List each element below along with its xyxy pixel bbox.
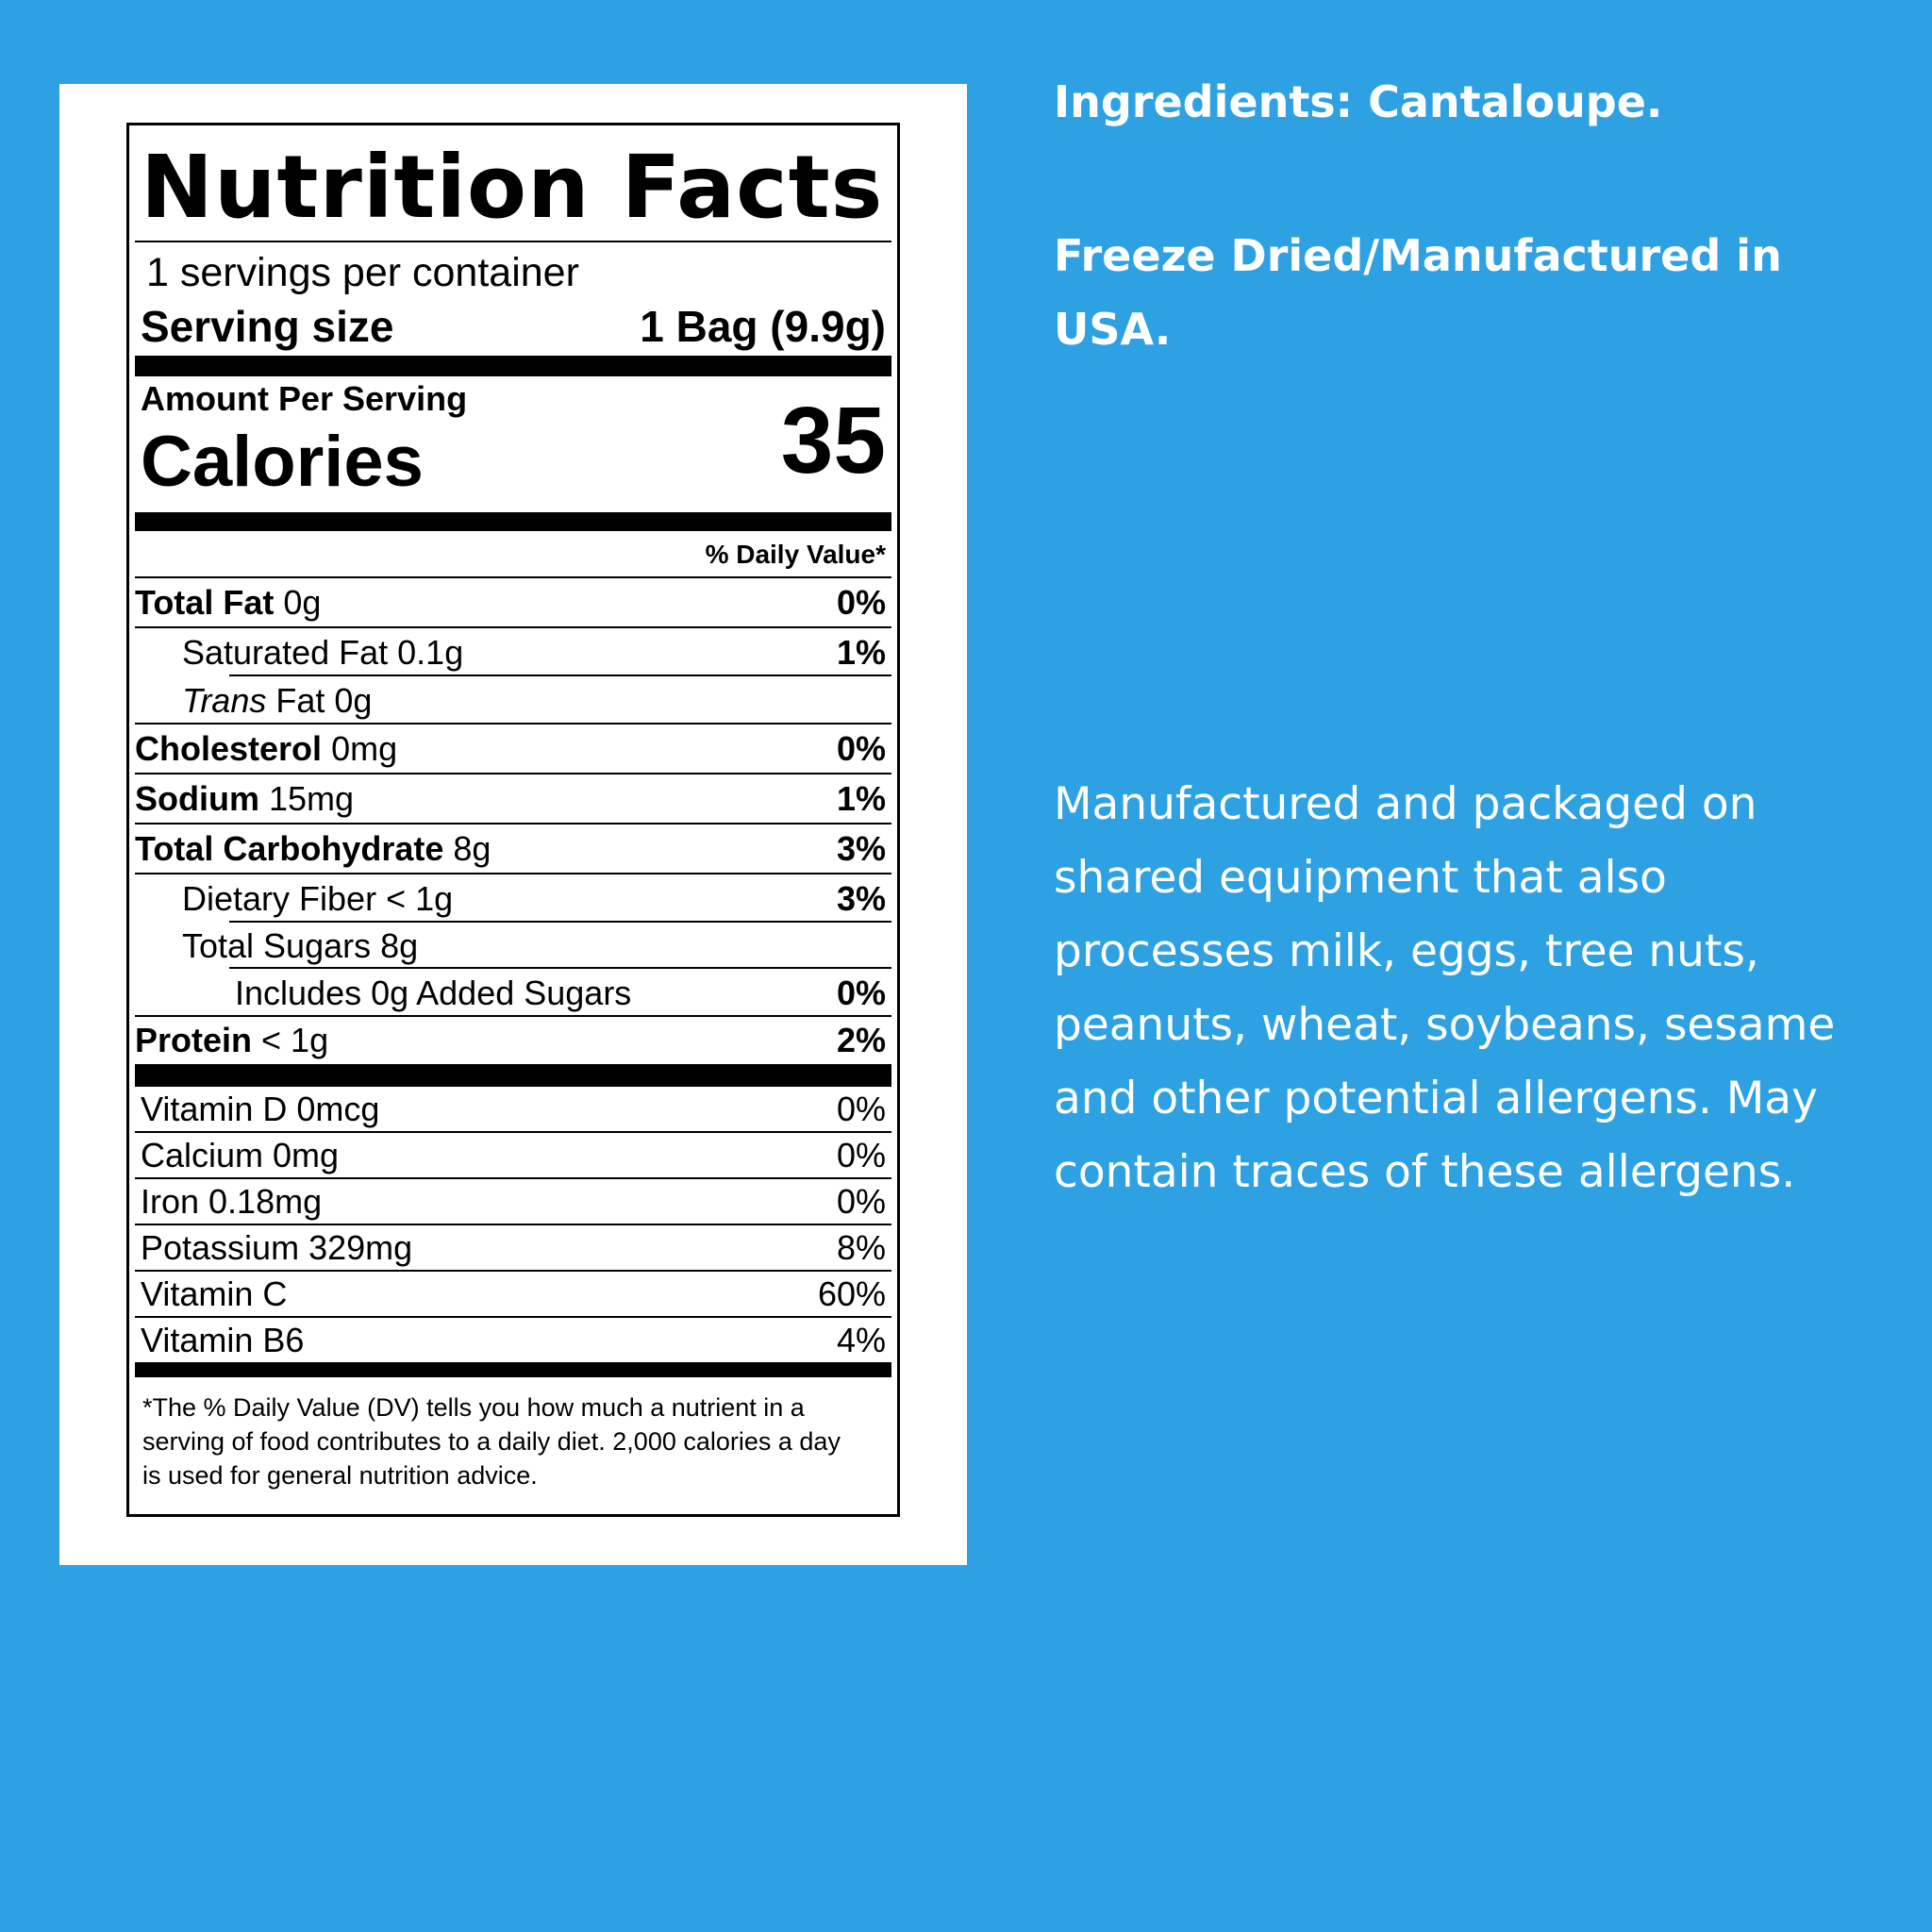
nutrient-amount: 0mg bbox=[331, 728, 398, 768]
vitamin-label: Vitamin D 0mcg bbox=[141, 1089, 380, 1128]
nutrient-row-total-carbohydrate bbox=[135, 824, 891, 874]
nutrient-name-italic: Trans bbox=[182, 680, 267, 720]
daily-value-header: % Daily Value* bbox=[135, 531, 891, 578]
nutrition-facts-panel bbox=[126, 123, 900, 1517]
nutrient-name: Total Carbohydrate bbox=[135, 828, 444, 868]
nutrient-name: Fat bbox=[275, 680, 325, 720]
nutrition-label-card bbox=[59, 84, 967, 1565]
nutrient-amount: 8g bbox=[453, 828, 491, 868]
vitamin-label: Vitamin C bbox=[141, 1274, 288, 1313]
nutrient-dv: 0% bbox=[836, 973, 886, 1012]
serving-size-value: 1 Bag (9.9g) bbox=[640, 302, 886, 351]
calories-value: 35 bbox=[780, 388, 886, 493]
allergen-statement: Manufactured and packaged on shared equipment that also processes milk, eggs, tree nuts, peanuts, wheat, soybeans, sesame and other potential allergens. May contain traces of these allergens. bbox=[1054, 778, 1836, 1198]
nutrient-row-sodium bbox=[135, 774, 891, 824]
vitamin-row bbox=[135, 1087, 891, 1133]
nutrient-row-total-sugars bbox=[135, 923, 891, 969]
nutrient-dv: 3% bbox=[836, 878, 886, 918]
nutrient-text: Includes 0g Added Sugars bbox=[235, 973, 632, 1012]
vitamin-dv: 4% bbox=[836, 1320, 886, 1359]
vitamin-label: Potassium 329mg bbox=[141, 1227, 413, 1267]
nutrient-row-total-fat bbox=[135, 578, 891, 628]
serving-size-row bbox=[135, 299, 891, 376]
vitamin-dv: 8% bbox=[836, 1227, 886, 1267]
nutrient-row-protein bbox=[135, 1017, 891, 1087]
panel-title: Nutrition Facts bbox=[135, 125, 891, 242]
calories-label: Calories bbox=[141, 422, 424, 502]
nutrient-dv: 1% bbox=[836, 632, 886, 672]
nutrient-name: Total Sugars bbox=[182, 925, 372, 965]
nutrient-row-saturated-fat bbox=[135, 628, 891, 676]
nutrient-row-trans-fat bbox=[135, 676, 891, 724]
vitamin-label: Vitamin B6 bbox=[141, 1320, 305, 1359]
nutrient-name: Dietary Fiber bbox=[182, 878, 377, 918]
nutrient-name: Saturated Fat bbox=[182, 632, 389, 672]
vitamin-row bbox=[135, 1318, 891, 1377]
nutrient-amount: 0g bbox=[334, 680, 373, 720]
nutrient-amount: < 1g bbox=[261, 1021, 329, 1059]
vitamin-dv: 0% bbox=[836, 1089, 886, 1128]
nutrient-dv: 3% bbox=[836, 828, 886, 868]
vitamin-dv: 0% bbox=[836, 1181, 886, 1221]
vitamin-dv: 0% bbox=[836, 1135, 886, 1174]
serving-size-label: Serving size bbox=[141, 302, 394, 351]
vitamin-row bbox=[135, 1225, 891, 1272]
nutrient-row-cholesterol bbox=[135, 724, 891, 774]
vitamin-row bbox=[135, 1272, 891, 1318]
nutrient-name: Total Fat bbox=[135, 582, 275, 622]
ingredients-text: Ingredients: Cantaloupe. bbox=[1054, 76, 1663, 127]
origin-text: Freeze Dried/Manufactured in USA. bbox=[1054, 230, 1782, 355]
nutrient-amount: 15mg bbox=[269, 778, 355, 818]
vitamin-label: Calcium 0mg bbox=[141, 1135, 340, 1174]
nutrient-amount: 0.1g bbox=[397, 632, 464, 672]
nutrient-amount: < 1g bbox=[386, 878, 454, 918]
vitamin-row bbox=[135, 1133, 891, 1179]
nutrient-name: Cholesterol bbox=[135, 728, 323, 768]
nutrient-dv: 0% bbox=[836, 582, 886, 622]
daily-value-footnote: *The % Daily Value (DV) tells you how much a nutrient in a serving of food contributes to a daily diet. 2,000 calories a day is used for general nutrition advice. bbox=[142, 1393, 841, 1490]
nutrient-dv: 2% bbox=[836, 1021, 886, 1059]
vitamin-row bbox=[135, 1179, 891, 1225]
nutrient-row-dietary-fiber bbox=[135, 874, 891, 923]
nutrient-row-added-sugars bbox=[135, 969, 891, 1017]
nutrient-dv: 0% bbox=[836, 728, 886, 768]
nutrient-amount: 0g bbox=[283, 582, 322, 622]
vitamin-label: Iron 0.18mg bbox=[141, 1181, 323, 1221]
vitamin-dv: 60% bbox=[817, 1274, 886, 1313]
amount-per-serving: Amount Per Serving bbox=[141, 379, 468, 418]
servings-per-container: 1 servings per container bbox=[146, 250, 579, 295]
nutrient-name: Protein bbox=[135, 1021, 253, 1059]
nutrient-amount: 8g bbox=[380, 925, 419, 965]
nutrient-dv: 1% bbox=[836, 778, 886, 818]
nutrient-name: Sodium bbox=[135, 778, 259, 818]
